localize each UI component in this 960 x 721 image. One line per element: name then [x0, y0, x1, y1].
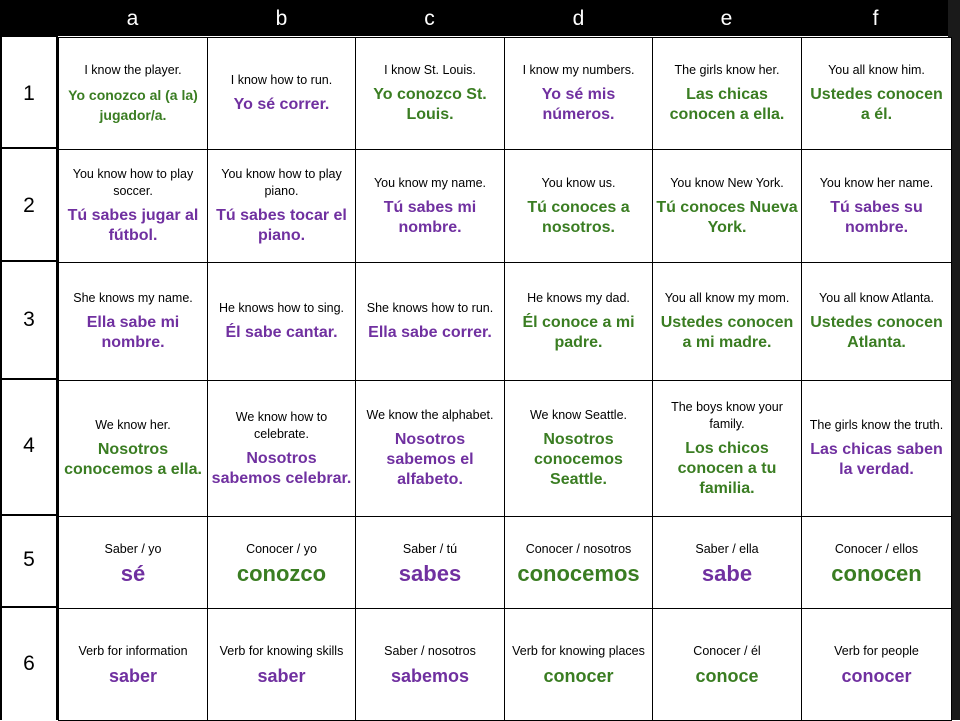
cell-4a[interactable]: [59, 381, 208, 517]
column-header-b: b: [275, 7, 288, 30]
cell-6f[interactable]: [802, 609, 952, 721]
column-header-c: c: [424, 7, 435, 30]
spanish-answer: Ustedes conocen Atlanta.: [810, 314, 943, 351]
cell-2b[interactable]: [208, 150, 356, 263]
english-prompt: You all know him.: [828, 63, 925, 77]
spanish-answer: conozco: [236, 561, 327, 586]
english-prompt: Saber / ella: [695, 542, 759, 556]
grid-row-6: [59, 609, 952, 721]
cell-1b[interactable]: [208, 38, 356, 150]
cell-4f[interactable]: [802, 381, 952, 517]
spanish-answer: Él sabe cantar.: [225, 324, 338, 341]
spanish-answer: Tú sabes jugar al fútbol.: [67, 207, 199, 244]
spanish-answer: Tú sabes mi nombre.: [383, 198, 477, 236]
spanish-answer: Nosotros sabemos el alfabeto.: [386, 431, 474, 488]
cell-4c[interactable]: [356, 381, 505, 517]
english-prompt: She knows my name.: [73, 291, 193, 305]
english-prompt: The girls know the truth.: [809, 418, 944, 432]
spanish-answer: Tú conoces Nueva York.: [656, 198, 798, 236]
grid-row-1: [59, 38, 952, 150]
spanish-answer: conocer: [841, 666, 912, 686]
english-prompt: You know her name.: [819, 175, 934, 190]
english-prompt: Conocer / él: [693, 644, 761, 658]
row-header-4: 4: [23, 434, 35, 457]
spanish-answer: sabe: [701, 561, 753, 586]
english-prompt: You all know Atlanta.: [819, 291, 934, 305]
english-prompt: She knows how to run.: [366, 301, 494, 315]
english-prompt: He knows how to sing.: [218, 301, 345, 315]
english-prompt: You know my name.: [373, 175, 487, 190]
row-header-2: 2: [23, 194, 35, 217]
cell-6e[interactable]: [653, 609, 802, 721]
english-prompt: Conocer / ellos: [834, 542, 919, 556]
cell-1c[interactable]: [356, 38, 505, 150]
row-header-3: 3: [23, 308, 35, 331]
english-prompt: I know the player.: [84, 63, 182, 77]
cell-2d[interactable]: [505, 150, 653, 263]
english-prompt: We know how to celebrate.: [235, 409, 328, 441]
english-prompt: I know how to run.: [230, 73, 333, 87]
english-prompt: You know how to play soccer.: [72, 167, 194, 198]
spanish-answer: Yo sé correr.: [233, 96, 330, 113]
spanish-answer: conocer: [543, 666, 614, 686]
english-prompt: We know her.: [95, 418, 171, 432]
spanish-answer: saber: [108, 666, 158, 686]
grid-row-4: [59, 381, 952, 517]
cell-5c[interactable]: [356, 517, 505, 609]
spanish-answer: sé: [120, 561, 146, 586]
english-prompt: Verb for people: [834, 644, 919, 658]
row-header-5: 5: [23, 548, 35, 571]
cell-2f[interactable]: [802, 150, 952, 263]
vocab-grid: [58, 37, 952, 721]
english-prompt: We know Seattle.: [529, 408, 628, 422]
spanish-answer: Tú sabes su nombre.: [830, 198, 923, 236]
spanish-answer: Ella sabe correr.: [368, 324, 492, 341]
english-prompt: Saber / nosotros: [384, 644, 476, 658]
column-header-d: d: [572, 7, 585, 30]
spanish-answer: Ustedes conocen a él.: [810, 86, 943, 123]
cell-3c[interactable]: [356, 263, 505, 381]
cell-1a[interactable]: [59, 38, 208, 150]
spanish-answer: Ustedes conocen a mi madre.: [660, 314, 794, 351]
grid-row-3: [59, 263, 952, 381]
spanish-answer: Tú conoces a nosotros.: [527, 198, 630, 236]
english-prompt: Verb for knowing places: [512, 644, 645, 658]
spanish-answer: Él conoce a mi padre.: [522, 314, 635, 351]
spanish-answer: Yo conozco St. Louis.: [373, 86, 487, 123]
cell-2e[interactable]: [653, 150, 802, 263]
cell-4d[interactable]: [505, 381, 653, 517]
cell-5d[interactable]: [505, 517, 653, 609]
english-prompt: He knows my dad.: [527, 291, 630, 305]
english-prompt: Saber / tú: [402, 542, 458, 556]
cell-3f[interactable]: [802, 263, 952, 381]
english-prompt: Verb for information: [78, 644, 188, 658]
english-prompt: Conocer / yo: [246, 542, 317, 556]
column-header-f: f: [872, 7, 879, 30]
spanish-answer: conocen: [831, 561, 922, 586]
grid-row-5: [59, 517, 952, 609]
english-prompt: We know the alphabet.: [366, 408, 494, 422]
spanish-answer: conocemos: [517, 561, 640, 586]
cell-1d[interactable]: [505, 38, 653, 150]
english-prompt: You know New York.: [670, 175, 784, 190]
cell-5b[interactable]: [208, 517, 356, 609]
cell-3b[interactable]: [208, 263, 356, 381]
spanish-answer: Nosotros sabemos celebrar.: [211, 449, 352, 487]
row-header-6: 6: [23, 652, 35, 675]
spanish-answer: Yo conozco al (a la) jugador/a.: [68, 87, 198, 123]
spanish-answer: Las chicas saben la verdad.: [810, 441, 943, 478]
cell-6d[interactable]: [505, 609, 653, 721]
cell-6a[interactable]: [59, 609, 208, 721]
english-prompt: Saber / yo: [104, 542, 162, 556]
cell-3d[interactable]: [505, 263, 653, 381]
row-header-1: 1: [23, 82, 35, 105]
english-prompt: I know St. Louis.: [384, 63, 476, 77]
english-prompt: The girls know her.: [674, 63, 780, 77]
spanish-answer: sabemos: [390, 666, 470, 686]
english-prompt: I know my numbers.: [522, 63, 635, 77]
spanish-answer: Las chicas conocen a ella.: [669, 86, 785, 123]
cell-6c[interactable]: [356, 609, 505, 721]
spanish-answer: sabes: [398, 561, 462, 586]
spanish-answer: Tú sabes tocar el piano.: [216, 207, 347, 244]
english-prompt: The boys know your family.: [671, 399, 783, 431]
cell-1f[interactable]: [802, 38, 952, 150]
spanish-answer: Nosotros conocemos Seattle.: [534, 431, 623, 488]
english-prompt: You know us.: [541, 175, 616, 190]
cell-4b[interactable]: [208, 381, 356, 517]
cell-6b[interactable]: [208, 609, 356, 721]
grid-row-2: [59, 150, 952, 263]
cell-2a[interactable]: [59, 150, 208, 263]
cell-3e[interactable]: [653, 263, 802, 381]
column-header-a: a: [126, 7, 139, 30]
spanish-answer: Nosotros conocemos a ella.: [64, 441, 202, 478]
cell-3a[interactable]: [59, 263, 208, 381]
spanish-answer: Los chicos conocen a tu familia.: [677, 439, 777, 497]
column-header-e: e: [720, 7, 733, 30]
english-prompt: You all know my mom.: [664, 291, 790, 305]
english-prompt: You know how to play piano.: [221, 167, 342, 198]
spanish-answer: conoce: [695, 666, 759, 686]
cell-5e[interactable]: [653, 517, 802, 609]
english-prompt: Verb for knowing skills: [219, 644, 344, 658]
spanish-answer: Yo sé mis números.: [541, 86, 616, 123]
cell-5f[interactable]: [802, 517, 952, 609]
cell-1e[interactable]: [653, 38, 802, 150]
spanish-answer: saber: [257, 666, 306, 686]
cell-4e[interactable]: [653, 381, 802, 517]
cell-2c[interactable]: [356, 150, 505, 263]
english-prompt: Conocer / nosotros: [525, 542, 632, 556]
cell-5a[interactable]: [59, 517, 208, 609]
spanish-answer: Ella sabe mi nombre.: [86, 314, 180, 351]
